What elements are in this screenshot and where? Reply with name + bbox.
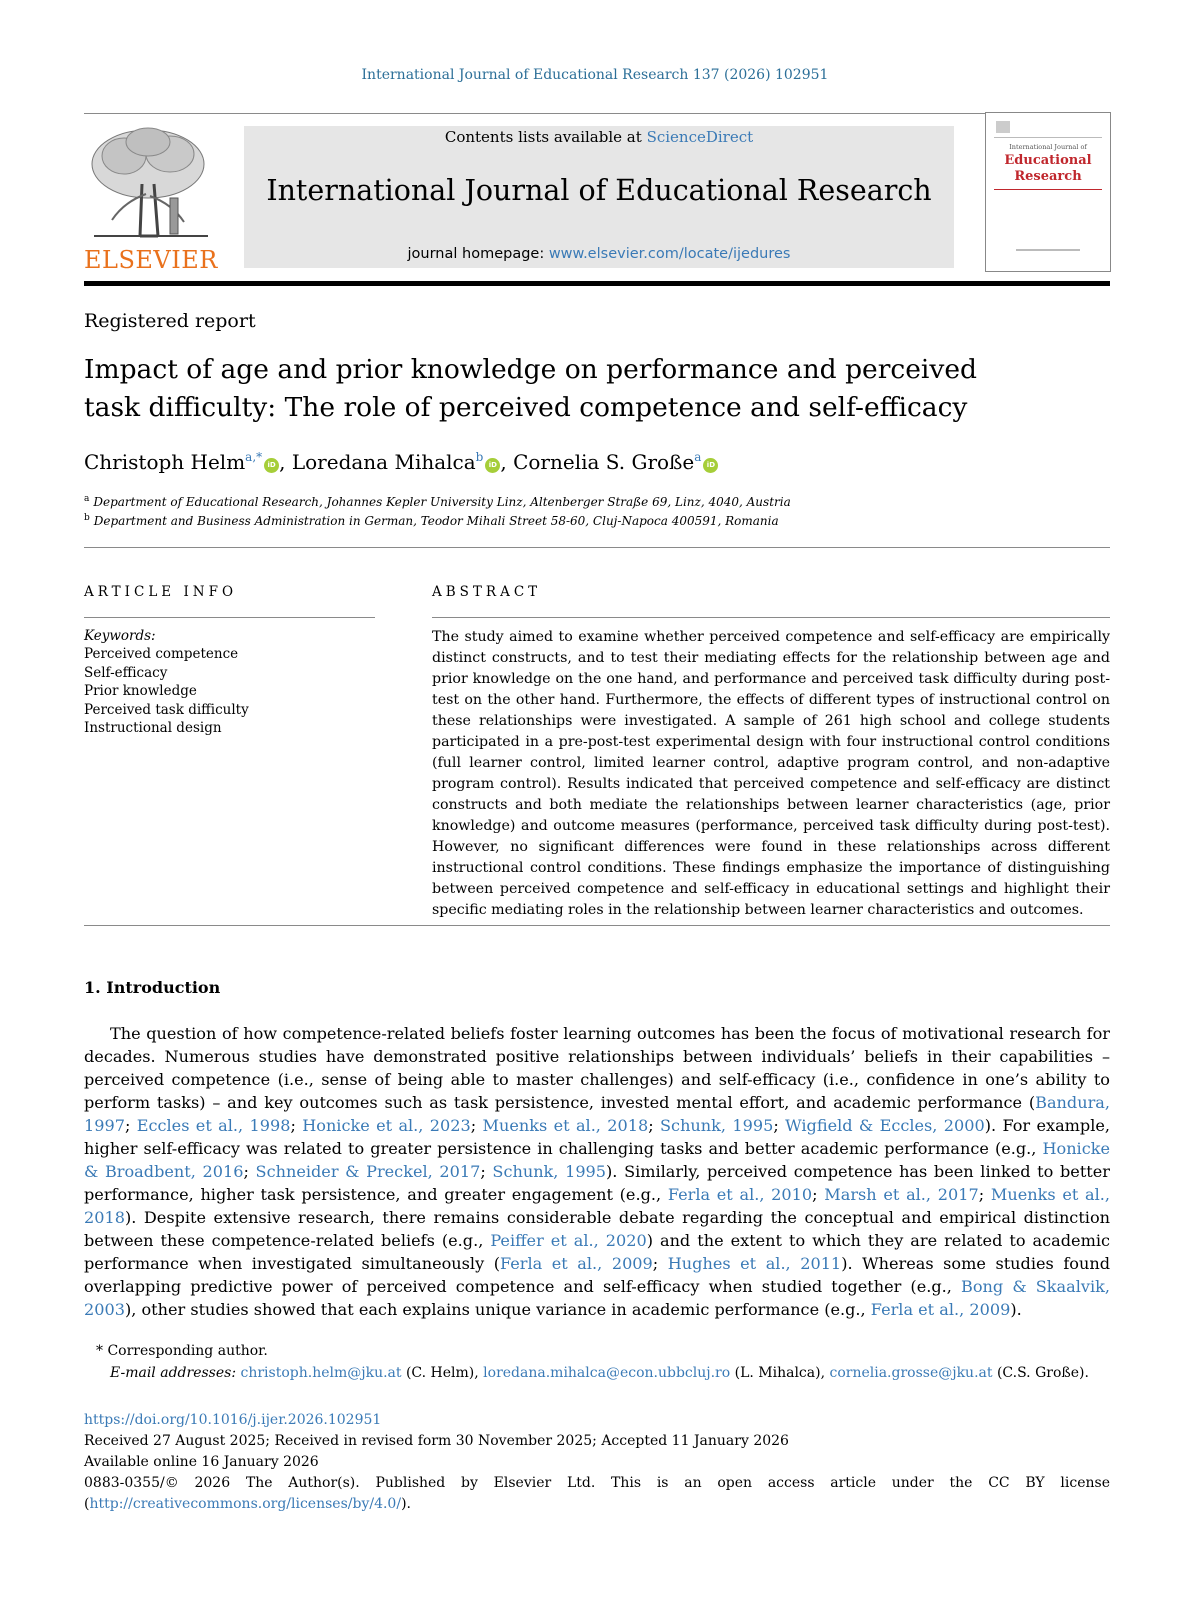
citation-link[interactable]: Bong & Skaalvik, 2003 — [84, 1277, 1110, 1319]
intro-text-run: ), other studies showed that each explains unique variance in academic performance (e.g., — [124, 1300, 871, 1319]
journal-cover[interactable] — [985, 112, 1111, 272]
doi-link[interactable]: https://doi.org/10.1016/j.ijer.2026.102951 — [84, 1412, 382, 1428]
intro-text-run: The question of how competence-related beliefs foster learning outcomes has been the focus of motivational research for decades. Numerous studies have demonstrated positive relationships between individuals’ beliefs in their capabilities – perceived competence (i.e., sense of being able to master challenges) and self-efficacy (i.e., confidence in one’s ability to perform tasks) – and key outcomes such as task persistence, invested mental effort, and academic performance ( — [84, 1024, 1110, 1112]
author-name[interactable]: Loredana Mihalca — [291, 450, 476, 474]
top-divider — [84, 113, 1110, 114]
affiliation-divider — [84, 547, 1110, 548]
author-sup[interactable]: a — [694, 450, 702, 464]
citation-link[interactable]: Schunk, 1995 — [660, 1116, 774, 1135]
elsevier-logo[interactable] — [84, 124, 216, 272]
author-list: Christoph Helm$^{a,*}$iD , Loredana Mihalca$^b$iD , Cornelia S. Große$^a$iD — [84, 450, 718, 474]
cover-line3: Research — [1014, 169, 1082, 184]
abstract-text: The study aimed to examine whether perceived competence and self-efficacy are empirically distinct constructs, and to test their mediating effects for the relationship between age and prior knowledge on the one hand, and performance and perceived task difficulty during post-test on the other hand. Furthermore, the effects of different types of instructional control on these relationships were investigated. A sample of 261 high school and college students participated in a pre-post-test experimental design with four instructional control conditions (full learner control, limited learner control, adaptive program control, and non-adaptive program control). Results indicated that perceived competence and self-efficacy are distinct constructs and both mediate the relationships between learner characteristics (age, prior knowledge) and outcome measures (performance, perceived task difficulty during post-test). However, no significant differences were found in these relationships across different instructional control conditions. These findings emphasize the importance of distinguishing between perceived competence and self-efficacy in educational settings and highlight their specific mediating roles in the relationship between learner characteristics and outcomes. — [432, 629, 1110, 918]
license-statement: 0883-0355/© 2026 The Author(s). Published by Elsevier Ltd. This is an open access article under the CC BY license — [84, 1475, 1110, 1491]
citation-link[interactable]: Ferla et al., 2010 — [667, 1185, 813, 1204]
cover-line2: Educational — [1004, 153, 1092, 168]
author-name[interactable]: Christoph Helm — [84, 450, 246, 474]
citation-link[interactable]: Marsh et al., 2017 — [824, 1185, 979, 1204]
footnote-star: * — [96, 1343, 103, 1359]
contents-line — [244, 126, 954, 146]
introduction-paragraph: The question of how competence-related beliefs foster learning outcomes has been the focus of motivational research for decades. Numerous studies have demonstrated positive relationships between individuals’ beliefs in their capabilities – perceived competence (i.e., sense of being able to master challenges) and self-efficacy (i.e., confidence in one’s ability to perform tasks) – and key outcomes such as task persistence, invested mental effort, and academic performance (Bandura, 1997; Eccles et al., 1998; Honicke et al., 2023; Muenks et al., 2018; Schunk, 1995; Wigfield & Eccles, 2000). For example, higher self-efficacy was related to greater persistence in challenging tasks and better academic performance (e.g., Honicke & Broadbent, 2016; Schneider & Preckel, 2017; Schunk, 1995). Similarly, perceived competence has been linked to better performance, higher task persistence, and greater engagement (e.g., Ferla et al., 2010; Marsh et al., 2017; Muenks et al., 2018). Despite extensive research, there remains considerable debate regarding the conceptual and empirical distinction between these competence-related beliefs (e.g., Peiffer et al., 2020) and the extent to which they are related to academic performance when investigated simultaneously (Ferla et al., 2009; Hughes et al., 2011). Whereas some studies found overlapping predictive power of perceived competence and self-efficacy when studied together (e.g., Bong & Skaalvik, 2003), other studies showed that each explains unique variance in academic performance (e.g., Ferla et al., 2009). — [84, 1024, 1111, 1319]
keyword: Self-efficacy — [84, 664, 168, 681]
orcid-icon[interactable]: iD — [264, 458, 279, 473]
journal-title: International Journal of Educational Research — [266, 174, 932, 207]
citation-link[interactable]: Bandura, 1997 — [84, 1093, 1110, 1135]
abstract-divider — [432, 617, 1110, 618]
abstract-bottom-divider — [84, 925, 1110, 926]
keyword: Prior knowledge — [84, 683, 197, 700]
citation-link[interactable]: Schunk, 1995 — [492, 1162, 607, 1181]
title-line-2: task difficulty: The role of perceived competence and self-efficacy — [84, 392, 968, 423]
affiliation-a — [84, 494, 791, 509]
citation-link[interactable]: Eccles et al., 1998 — [136, 1116, 291, 1135]
citation-link[interactable]: Schneider & Preckel, 2017 — [255, 1162, 481, 1181]
email-owner: (C. Helm), — [405, 1365, 479, 1381]
received-dates: Received 27 August 2025; Received in revised form 30 November 2025; Accepted 11 January 2026 — [84, 1433, 789, 1449]
author-name[interactable]: Cornelia S. Große — [513, 450, 695, 474]
keyword: Perceived competence — [84, 646, 239, 663]
intro-text-run: ) and the extent to which they are related to academic performance when investigated simultaneously ( — [84, 1231, 1110, 1273]
email-addresses — [84, 1365, 1089, 1381]
affiliation-label: a — [84, 494, 90, 504]
citation-link[interactable]: Muenks et al., 2018 — [84, 1185, 1110, 1227]
intro-text-run: ). Whereas some studies found overlapping predictive power of perceived competence and self-efficacy when studied together (e.g., — [84, 1254, 1110, 1296]
intro-text-run: ). Despite extensive research, there remains considerable debate regarding the conceptual and empirical distinction between these competence-related beliefs (e.g., — [84, 1208, 1110, 1250]
elsevier-wordmark: ELSEVIER — [84, 246, 218, 274]
title-line-1: Impact of age and prior knowledge on performance and perceived — [84, 354, 978, 385]
keywords-label: Keywords: — [84, 628, 156, 644]
article-title — [84, 351, 984, 427]
citation-link[interactable]: Ferla et al., 2009 — [870, 1300, 1011, 1319]
citation-link[interactable]: Muenks et al., 2018 — [482, 1116, 649, 1135]
affiliation-text: Department and Business Administration in German, Teodor Mihali Street 58-60, Cluj-Napoca 400591, Romania — [93, 514, 779, 528]
affiliation-text: Department of Educational Research, Johannes Kepler University Linz, Altenberger Straße 69, Linz, 4040, Austria — [93, 495, 791, 509]
cover-top-rule — [994, 137, 1102, 138]
keyword: Instructional design — [84, 720, 222, 737]
author-sup[interactable]: a,* — [245, 450, 263, 464]
cover-elsevier-icon — [996, 121, 1010, 133]
license-url-link[interactable]: http://creativecommons.org/licenses/by/4.0/ — [89, 1496, 402, 1512]
orcid-icon[interactable]: iD — [485, 458, 500, 473]
author-sup[interactable]: b — [475, 450, 484, 464]
email-link[interactable]: cornelia.grosse@jku.at — [829, 1365, 993, 1381]
journal-citation[interactable]: International Journal of Educational Research 137 (2026) 102951 — [361, 67, 829, 83]
email-link[interactable]: christoph.helm@jku.at — [240, 1365, 402, 1381]
available-online: Available online 16 January 2026 — [84, 1454, 319, 1470]
intro-text-run: ). Similarly, perceived competence has been linked to better performance, higher task persistence, and greater engagement (e.g., — [84, 1162, 1110, 1204]
cover-red-rule — [994, 189, 1102, 190]
citation-link[interactable]: Honicke et al., 2023 — [302, 1116, 471, 1135]
article-type: Registered report — [84, 310, 256, 332]
article-info-divider — [84, 617, 375, 618]
keyword: Perceived task difficulty — [84, 701, 249, 718]
citation-link[interactable]: Wigfield & Eccles, 2000 — [785, 1116, 985, 1135]
elsevier-tree-icon — [84, 124, 216, 240]
homepage-line — [244, 246, 954, 262]
email-label: E-mail addresses: — [110, 1365, 237, 1381]
citation-link[interactable]: Hughes et al., 2011 — [667, 1254, 842, 1273]
citation-link[interactable]: Ferla et al., 2009 — [499, 1254, 653, 1273]
affiliation-label: b — [84, 513, 90, 523]
abstract-heading: ABSTRACT — [432, 584, 542, 600]
homepage-link[interactable]: www.elsevier.com/locate/ijedures — [548, 246, 791, 262]
corresponding-author-note — [84, 1343, 268, 1359]
cover-line1: International Journal of — [1009, 143, 1087, 151]
email-link[interactable]: loredana.mihalca@econ.ubbcluj.ro — [483, 1365, 731, 1381]
orcid-icon[interactable]: iD — [703, 458, 718, 473]
masthead-divider — [84, 281, 1110, 286]
affiliation-b — [84, 513, 779, 528]
corresponding-text: Corresponding author. — [107, 1343, 268, 1359]
homepage-prefix: journal homepage: — [407, 246, 545, 262]
cover-bottom-rule — [1016, 249, 1080, 251]
contents-prefix: Contents lists available at — [444, 128, 642, 146]
email-owner: (L. Mihalca), — [734, 1365, 826, 1381]
license-url-line — [84, 1496, 411, 1512]
intro-text-run: ). — [1010, 1300, 1022, 1319]
license-open: ( — [84, 1496, 90, 1512]
license-close: ). — [401, 1496, 411, 1512]
keywords-block — [84, 627, 249, 737]
intro-text-run: ). For example, higher self-efficacy was related to greater persistence in challenging tasks and better academic performance (e.g., — [84, 1116, 1111, 1158]
citation-link[interactable]: Honicke & Broadbent, 2016 — [84, 1139, 1110, 1181]
sciencedirect-link[interactable]: ScienceDirect — [646, 128, 754, 146]
email-owner: (C.S. Große). — [996, 1365, 1089, 1381]
citation-link[interactable]: Peiffer et al., 2020 — [490, 1231, 647, 1250]
article-info-heading: ARTICLE INFO — [84, 584, 238, 600]
section-heading-introduction: 1. Introduction — [84, 978, 221, 997]
